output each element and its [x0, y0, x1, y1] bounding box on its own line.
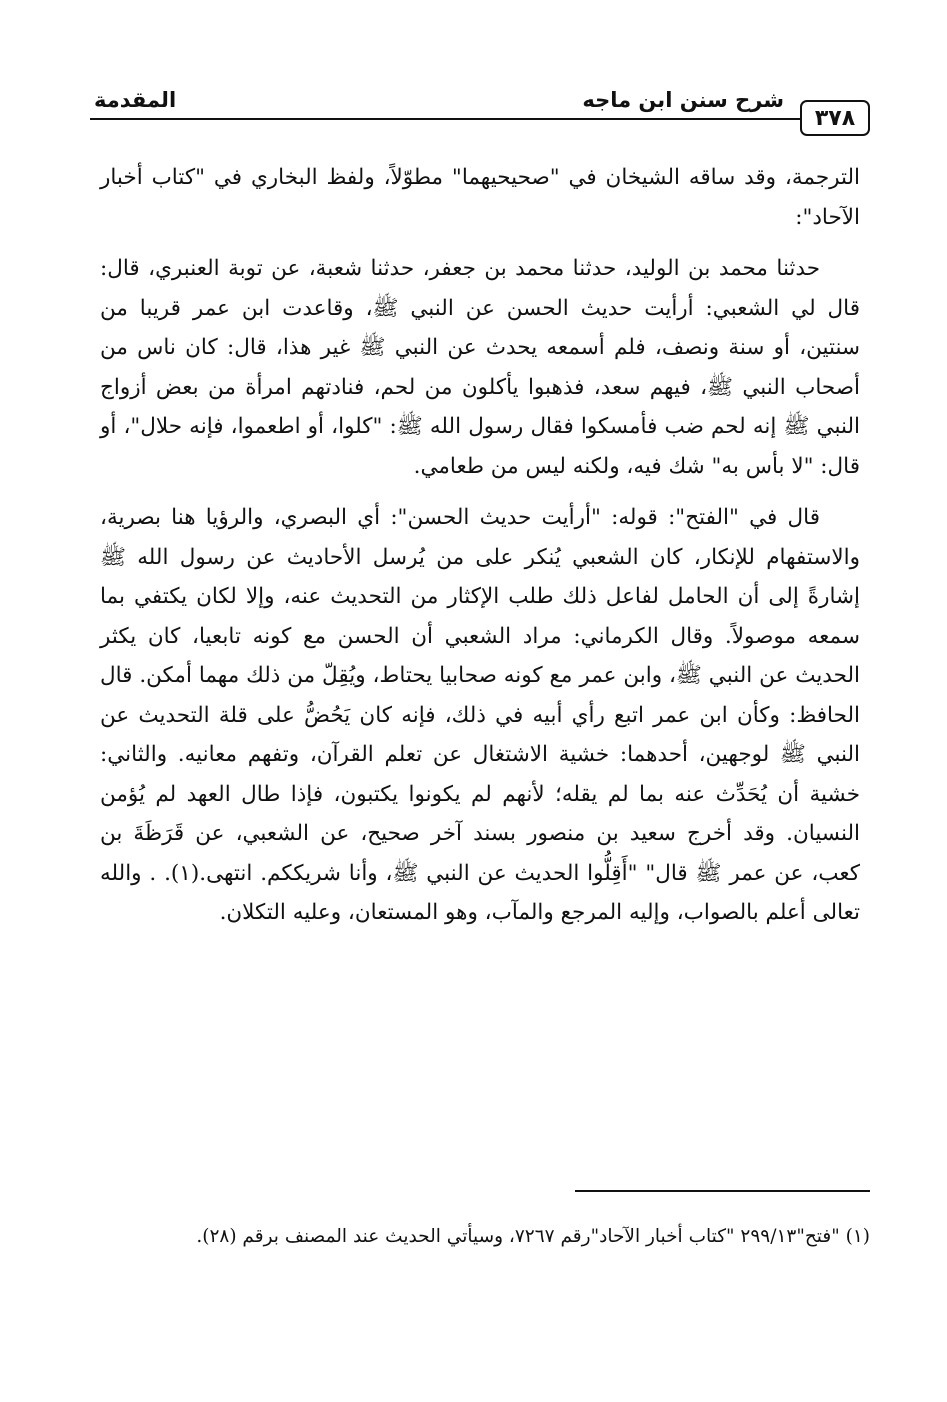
body-text: [100, 158, 860, 945]
header-rule: [90, 118, 870, 120]
page-number: ٣٧٨: [800, 100, 870, 136]
footnote: [100, 1218, 870, 1255]
paragraph-intro: الترجمة، وقد ساقه الشيخان في "صحيحيهما" مطوّلاً، ولفظ البخاري في "كتاب أخبار الآحاد":: [100, 165, 860, 230]
paragraph-hadith: حدثنا محمد بن الوليد، حدثنا محمد بن جعفر، حدثنا شعبة، عن توبة العنبري، قال: قال لي الشعبي: أرأيت حديث الحسن عن النبي ﷺ، وقاعدت ابن عمر قريبا من سنتين، أو سنة ونصف، فلم أسمعه يحدث عن النبي ﷺ غير هذا، قال: كان ناس من أصحاب النبي ﷺ، فيهم سعد، فذهبوا يأكلون من لحم، فنادتهم امرأة من بعض أزواج النبي ﷺ إنه لحم ضب فأمسكوا فقال رسول الله ﷺ: "كلوا، أو اطعموا، فإنه حلال"، أو قال: "لا بأس به" شك فيه، ولكنه ليس من طعامي.: [100, 256, 860, 479]
footnote-text: (١) "فتح"٢٩٩/١٣ "كتاب أخبار الآحاد"رقم ٧٢٦٧، وسيأتي الحديث عند المصنف برقم (٢٨).: [196, 1226, 870, 1247]
paragraph-commentary: قال في "الفتح": قوله: "أرأيت حديث الحسن": أي البصري، والرؤيا هنا بصرية، والاستفهام للإنكار، كان الشعبي يُنكر على من يُرسل الأحاديث عن رسول الله ﷺ إشارةً إلى أن الحامل لفاعل ذلك طلب الإكثار من التحديث عنه، وإلا لكان يكتفي بما سمعه موصولاً. وقال الكرماني: مراد الشعبي أن الحسن مع كونه تابعيا، كان يكثر الحديث عن النبي ﷺ، وابن عمر مع كونه صحابيا يحتاط، ويُقِلّ من ذلك مهما أمكن. قال الحافظ: وكأن ابن عمر اتبع رأي أبيه في ذلك، فإنه كان يَحُضُّ على قلة التحديث عن النبي ﷺ لوجهين، أحدهما: خشية الاشتغال عن تعلم القرآن، وتفهم معانيه. والثاني: خشية أن يُحَدِّث عنه بما لم يقله؛ لأنهم لم يكونوا يكتبون، فإذا طال العهد لم يُؤمن النسيان. وقد أخرج سعيد بن منصور بسند آخر صحيح، عن الشعبي، عن قَرَظَةَ بن كعب، عن عمر ﷺ قال" "أَقِلُّوا الحديث عن النبي ﷺ، وأنا شريككم. انتهى.(١). . والله تعالى أعلم بالصواب، وإليه المرجع والمآب، وهو المستعان، وعليه التكلان.: [100, 505, 860, 925]
book-title: شرح سنن ابن ماجه: [576, 86, 790, 114]
footnote-rule: [575, 1190, 870, 1192]
section-title: المقدمة: [90, 86, 180, 114]
page-header: [90, 78, 870, 130]
